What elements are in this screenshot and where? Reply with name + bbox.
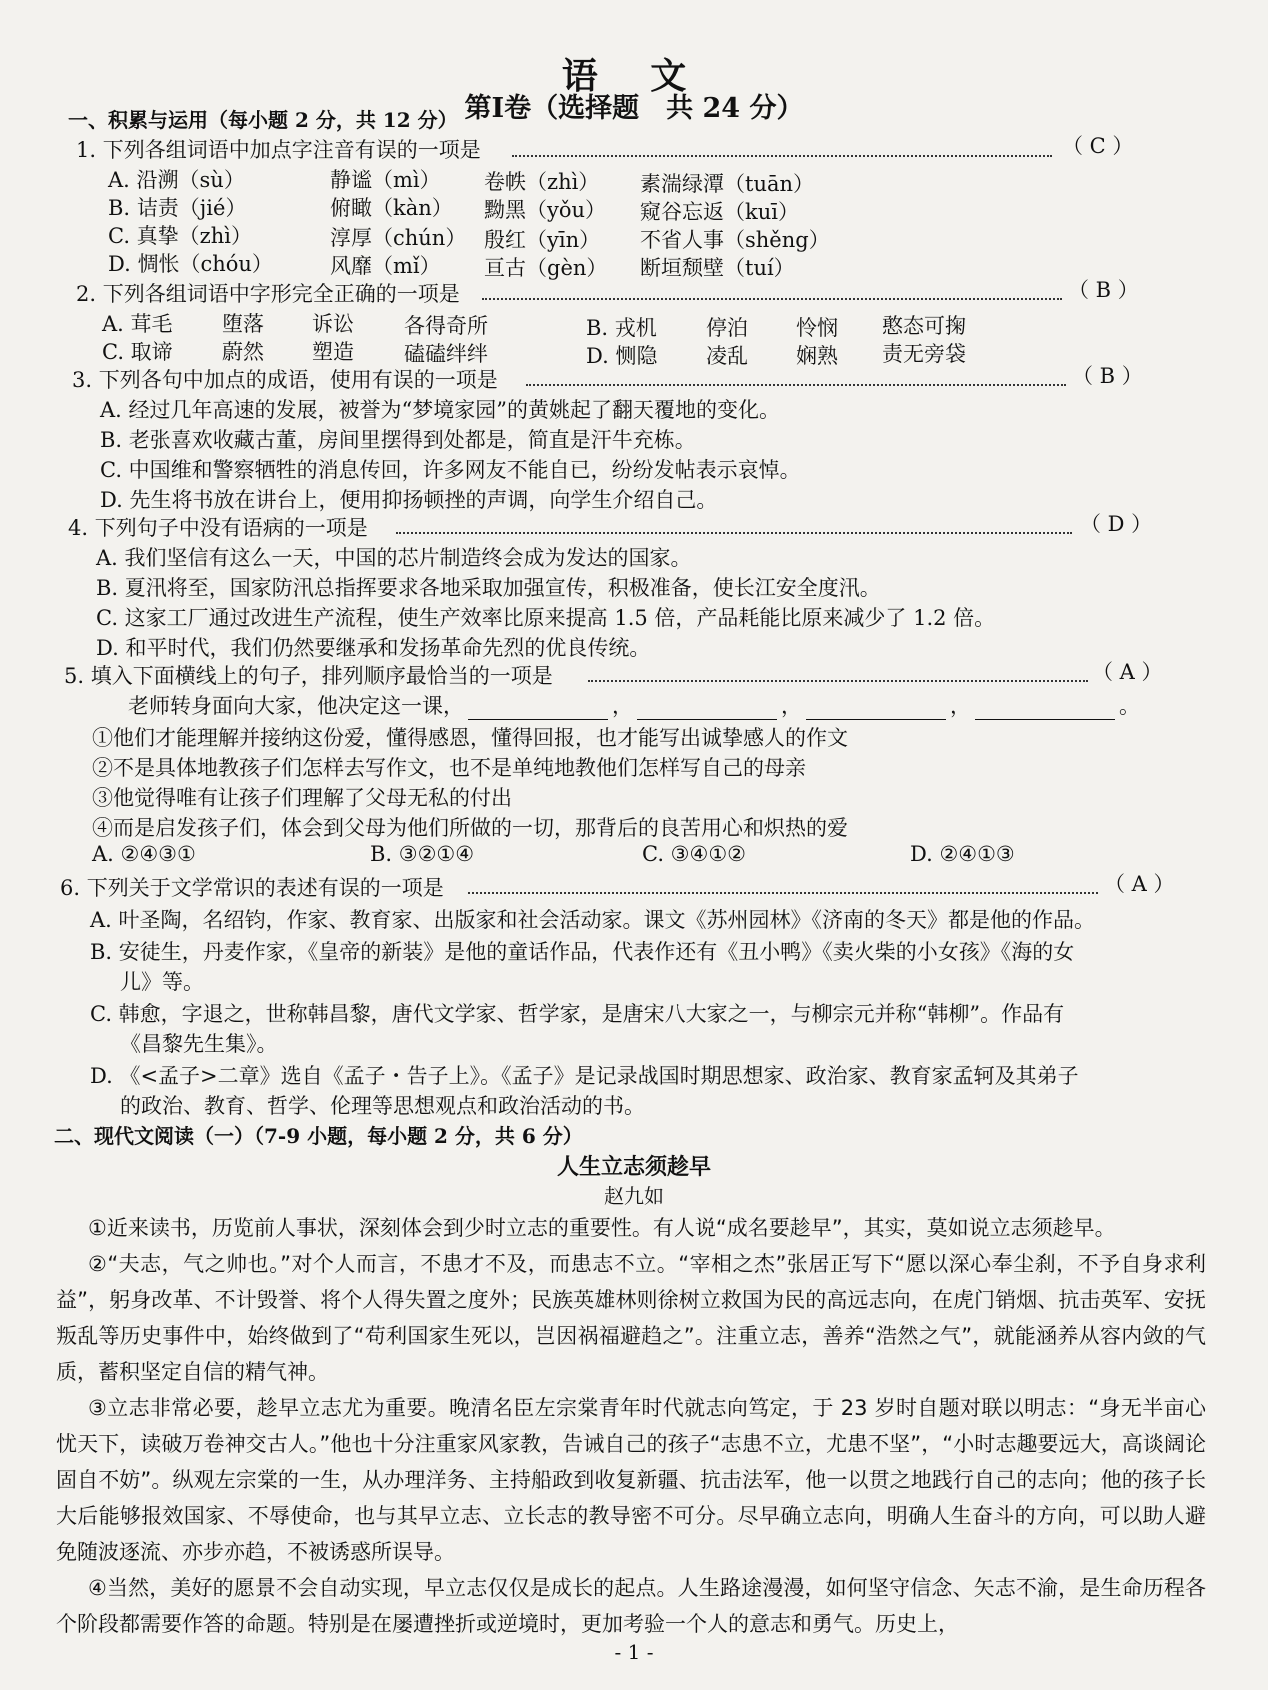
article-body — [56, 1210, 1206, 1642]
q4-option-b: B. 夏汛将至，国家防汛总指挥要求各地采取加强宣传，积极准备，使长江安全度汛。 — [96, 576, 881, 600]
paragraph-3: ③立志非常必要，趁早立志尤为重要。晚清名臣左宗棠青年时代就志向笃定，于 23 岁时自题对联以明志：“身无半亩心忧天下，读破万卷神交古人。”他也十分注重家风家教，告诫自己的孩子“志患不立，尤患不坚”，“小时志趣要远大，高谈阔论固自不妨”。纵观左宗棠的一生，从办理洋务、主持船政到收复新疆、抗击法军，他一以贯之地践行自己的志向；他的孩子长大后能够报效国家、不辱使命，也与其早立志、立长志的教导密不可分。尽早确立志向，明确人生奋斗的方向，可以助人避免随波逐流、亦步亦趋，不被诱惑所误导。 — [56, 1396, 1206, 1564]
q1-d-4: 断垣颓壁（tuí） — [640, 256, 795, 280]
q5-blank-2 — [637, 701, 777, 720]
q6-answer: （ A ） — [1104, 872, 1175, 896]
q1-answer: （ C ） — [1062, 134, 1134, 158]
q2-a-3: 诉讼 — [312, 312, 354, 336]
paragraph-1: ①近来读书，历览前人事状，深刻体会到少时立志的重要性。有人说“成名要趁早”，其实，莫如说立志须趁早。 — [88, 1216, 1116, 1240]
q1-b-1: B. 诘责（jié） — [108, 196, 247, 220]
article-author: 赵九如 — [604, 1184, 664, 1208]
q5-blank-1 — [468, 701, 608, 720]
paragraph-4: ④当然，美好的愿景不会自动实现，早立志仅仅是成长的起点。人生路途漫漫，如何坚守信念、矢志不渝，是生命历程各个阶段都需要作答的命题。特别是在屡遭挫折或逆境时，更加考验一个人的意志和勇气。历史上， — [56, 1576, 1206, 1636]
q2-b-1: B. 戎机 — [586, 316, 657, 340]
q2-a-1: A. 茸毛 — [102, 312, 173, 336]
q5-choice-b: B. ③②①④ — [370, 842, 475, 866]
q1-c-2: 淳厚（chún） — [330, 226, 467, 250]
q2-c-2: 蔚然 — [222, 340, 264, 364]
q6-option-b-line2: 儿》等。 — [120, 970, 204, 994]
q1-a-1: A. 沿溯（sù） — [108, 168, 245, 192]
q6-option-c-line2: 《昌黎先生集》。 — [120, 1032, 278, 1056]
q5-choice-c: C. ③④①② — [642, 842, 746, 866]
q3-option-d: D. 先生将书放在讲台上，便用抑扬顿挫的声调，向学生介绍自己。 — [100, 488, 718, 512]
q1-b-3: 黝黑（yǒu） — [484, 198, 607, 222]
q3-answer: （ B ） — [1072, 364, 1143, 388]
q2-c-3: 塑造 — [312, 340, 354, 364]
q1-b-4: 窥谷忘返（kuī） — [640, 200, 799, 224]
q4-stem: 4. 下列句子中没有语病的一项是 — [68, 516, 368, 540]
q5-lead: 老师转身面向大家，他决定这一课， — [128, 694, 464, 718]
q5-leader — [588, 680, 1088, 682]
q4-answer: （ D ） — [1080, 512, 1153, 536]
q2-leader — [482, 298, 1062, 300]
q1-d-3: 亘古（gèn） — [484, 256, 608, 280]
q4-option-a: A. 我们坚信有这么一天，中国的芯片制造终会成为发达的国家。 — [96, 546, 692, 570]
q6-option-d-line1: D. 《<孟子>二章》选自《孟子・告子上》。《孟子》是记录战国时期思想家、政治家、教育家孟轲及其弟子 — [90, 1064, 1079, 1088]
q2-b-2: 停泊 — [706, 316, 748, 340]
q2-d-3: 娴熟 — [796, 344, 838, 368]
q5-blank-4 — [975, 701, 1115, 720]
q3-leader — [526, 384, 1066, 386]
q4-leader — [396, 532, 1072, 534]
q2-b-4: 憨态可掬 — [882, 314, 966, 338]
q5-item-1: ①他们才能理解并接纳这份爱，懂得感恩，懂得回报，也才能写出诚挚感人的作文 — [92, 726, 848, 750]
q3-stem: 3. 下列各句中加点的成语，使用有误的一项是 — [72, 368, 498, 392]
q1-c-4: 不省人事（shěng） — [640, 228, 830, 252]
q5-choice-d: D. ②④①③ — [910, 842, 1015, 866]
q3-option-b: B. 老张喜欢收藏古董，房间里摆得到处都是，简直是汗牛充栋。 — [100, 428, 696, 452]
q2-a-4: 各得奇所 — [404, 314, 488, 338]
q2-b-3: 怜悯 — [796, 316, 838, 340]
page-number: - 1 - — [614, 1640, 654, 1664]
article-title: 人生立志须趁早 — [556, 1154, 711, 1180]
q5-stem: 5. 填入下面横线上的句子，排列顺序最恰当的一项是 — [64, 664, 553, 688]
q2-d-4: 责无旁袋 — [882, 342, 966, 366]
q1-stem: 1. 下列各组词语中加点字注音有误的一项是 — [76, 138, 481, 162]
q1-leader — [512, 155, 1052, 157]
q6-stem: 6. 下列关于文学常识的表述有误的一项是 — [60, 876, 444, 900]
q2-d-2: 凌乱 — [706, 344, 748, 368]
q2-c-4: 磕磕绊绊 — [404, 342, 488, 366]
q1-d-1: D. 惆怅（chóu） — [108, 252, 273, 276]
q3-option-a: A. 经过几年高速的发展，被誉为“梦境家园”的黄姚起了翻天覆地的变化。 — [100, 398, 780, 422]
q2-c-1: C. 取谛 — [102, 340, 173, 364]
q5-item-2: ②不是具体地教孩子们怎样去写作文，也不是单纯地教他们怎样写自己的母亲 — [92, 756, 806, 780]
volume-title: 第Ⅰ卷（选择题 共 24 分） — [464, 93, 804, 124]
q6-option-b-line1: B. 安徒生，丹麦作家，《皇帝的新装》是他的童话作品，代表作还有《丑小鸭》《卖火柴的小女孩》《海的女 — [90, 940, 1075, 964]
q5-blank-3 — [806, 701, 946, 720]
q6-option-c-line1: C. 韩愈，字退之，世称韩昌黎，唐代文学家、哲学家，是唐宋八大家之一，与柳宗元并称“韩柳”。作品有 — [90, 1002, 1065, 1026]
q5-answer: （ A ） — [1092, 660, 1163, 684]
q1-a-2: 静谧（mì） — [330, 168, 441, 192]
q5-item-3: ③他觉得唯有让孩子们理解了父母无私的付出 — [92, 786, 512, 810]
q1-c-1: C. 真挚（zhì） — [108, 224, 252, 248]
section-2-title: 二、现代文阅读（一）（7-9 小题，每小题 2 分，共 6 分） — [54, 1124, 583, 1148]
q5-item-4: ④而是启发孩子们，体会到父母为他们所做的一切，那背后的良苦用心和炽热的爱 — [92, 816, 848, 840]
q1-a-3: 卷帙（zhì） — [484, 170, 600, 194]
paragraph-2: ②“夫志，气之帅也。”对个人而言，不患才不及，而患志不立。“宰相之杰”张居正写下“愿以深心奉尘刹，不予自身求利益”，躬身改革、不计毁誉、将个人得失置之度外；民族英雄林则徐树立救国为民的高远志向，在虎门销烟、抗击英军、安抚叛乱等历史事件中，始终做到了“苟利国家生死以，岂因祸福避趋之”。注重立志，善养“浩然之气”，就能涵养从容内敛的气质，蓄积坚定自信的精气神。 — [56, 1252, 1206, 1384]
q4-option-c: C. 这家工厂通过改进生产流程，使生产效率比原来提高 1.5 倍，产品耗能比原来减少了 1.2 倍。 — [96, 606, 996, 630]
q6-option-a: A. 叶圣陶，名绍钧，作家、教育家、出版家和社会活动家。课文《苏州园林》《济南的冬天》都是他的作品。 — [90, 908, 1096, 932]
q6-option-d-line2: 的政治、教育、哲学、伦理等思想观点和政治活动的书。 — [120, 1094, 645, 1118]
q2-a-2: 堕落 — [222, 312, 264, 336]
q2-d-1: D. 恻隐 — [586, 344, 658, 368]
q2-stem: 2. 下列各组词语中字形完全正确的一项是 — [76, 282, 460, 306]
subject-title: 语 文 — [561, 55, 707, 97]
q1-c-3: 殷红（yīn） — [484, 228, 601, 252]
q5-lead-line: 老师转身面向大家，他决定这一课， ， ， ， 。 — [128, 694, 1140, 718]
section-1-title: 一、积累与运用（每小题 2 分，共 12 分） — [68, 108, 458, 132]
q3-option-c: C. 中国维和警察牺牲的消息传回，许多网友不能自已，纷纷发帖表示哀悼。 — [100, 458, 801, 482]
q1-d-2: 风靡（mǐ） — [330, 254, 441, 278]
q6-leader — [468, 892, 1098, 894]
q2-answer: （ B ） — [1068, 278, 1139, 302]
q4-option-d: D. 和平时代，我们仍然要继承和发扬革命先烈的优良传统。 — [96, 636, 651, 660]
q5-choice-a: A. ②④③① — [92, 842, 196, 866]
q1-b-2: 俯瞰（kàn） — [330, 196, 453, 220]
q1-a-4: 素湍绿潭（tuān） — [640, 172, 815, 196]
